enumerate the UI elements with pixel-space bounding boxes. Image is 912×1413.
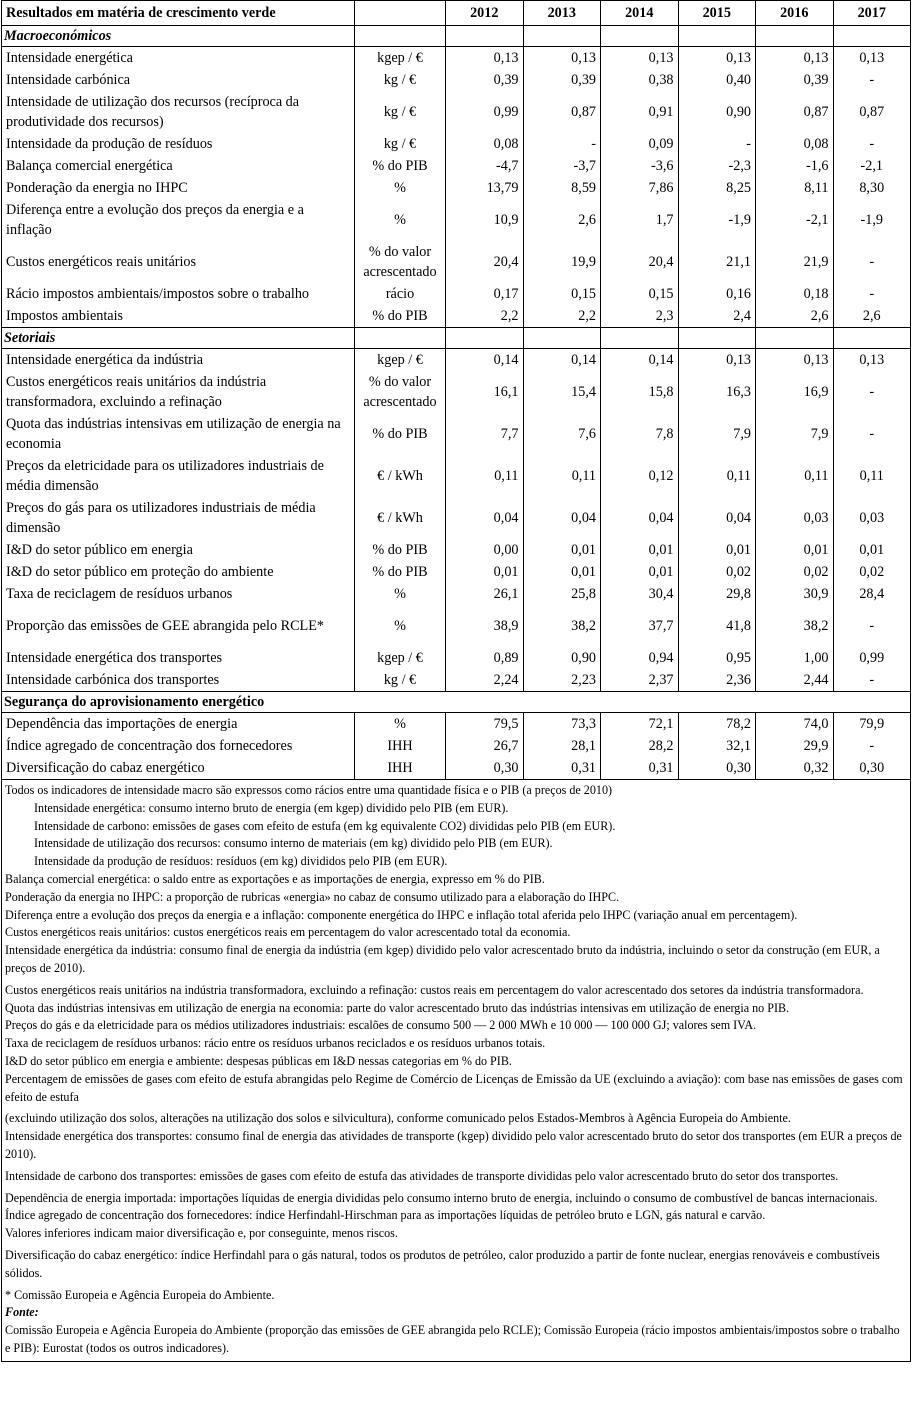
indicator-value: 13,79 <box>446 177 524 199</box>
indicator-value: 73,3 <box>523 713 601 736</box>
footnote: Ponderação da energia no IHPC: a proporção de rubricas «energia» no cabaz de consumo utilizado para a elaboração do IHPC. <box>5 889 620 904</box>
unit-header <box>355 1 446 26</box>
indicator-value: 29,9 <box>756 735 834 757</box>
indicator-unit: % do PIB <box>355 155 446 177</box>
section-value-cell <box>756 328 834 349</box>
year-header: 2017 <box>833 1 911 26</box>
section-value-cell <box>523 26 601 47</box>
footnote: Dependência de energia importada: importações líquidas de energia divididas pelo consumo interno bruto de energia, incluindo o consumo de combustível de bancas internacionais. <box>5 1190 878 1205</box>
table-row <box>2 583 911 605</box>
indicator-label: Rácio impostos ambientais/impostos sobre o trabalho <box>2 283 355 305</box>
indicator-value: 0,11 <box>678 455 756 497</box>
year-header: 2013 <box>523 1 601 26</box>
indicator-label: Preços da eletricidade para os utilizadores industriais de média dimensão <box>2 455 355 497</box>
indicator-value: 38,2 <box>756 605 834 647</box>
indicator-label: Proporção das emissões de GEE abrangida pelo RCLE* <box>2 605 355 647</box>
indicator-value: 0,11 <box>756 455 834 497</box>
footnote: (excluindo utilização dos solos, alterações na utilização dos solos e silvicultura), conforme comunicado pelos Estados-Membros à Agência Europeia do Ambiente. <box>5 1111 791 1126</box>
indicator-unit: % do valor acrescentado <box>355 241 446 283</box>
indicator-value: 7,8 <box>601 413 679 455</box>
indicator-value: 2,6 <box>833 305 911 328</box>
table-row <box>2 413 911 455</box>
section-unit-cell <box>355 328 446 349</box>
indicator-value: 2,6 <box>523 199 601 241</box>
footnote: Intensidade energética da indústria: consumo final de energia da indústria (em kgep) dividido pelo valor acrescentado bruto da indústria, incluindo o setor da construção (em EUR, a preços de 2010). <box>5 943 880 975</box>
indicator-value: 16,1 <box>446 371 524 413</box>
indicator-value: 15,4 <box>523 371 601 413</box>
indicator-unit: kg / € <box>355 133 446 155</box>
indicator-value: 0,02 <box>678 561 756 583</box>
indicator-value: 38,2 <box>523 605 601 647</box>
indicator-value: 0,04 <box>601 497 679 539</box>
indicator-value: - <box>678 133 756 155</box>
indicator-value: 0,32 <box>756 757 834 780</box>
indicator-value: - <box>833 133 911 155</box>
table-row <box>2 283 911 305</box>
indicator-value: 0,01 <box>601 561 679 583</box>
indicator-label: Ponderação da energia no IHPC <box>2 177 355 199</box>
indicator-value: 1,00 <box>756 647 834 669</box>
table-row <box>2 713 911 736</box>
source-label: Fonte: <box>5 1305 39 1320</box>
indicator-unit: kg / € <box>355 669 446 692</box>
indicator-value: 2,23 <box>523 669 601 692</box>
indicator-value: 8,30 <box>833 177 911 199</box>
indicator-value: - <box>833 69 911 91</box>
table-row <box>2 155 911 177</box>
indicator-value: 7,6 <box>523 413 601 455</box>
indicator-unit: kg / € <box>355 91 446 133</box>
indicator-label: Quota das indústrias intensivas em utilização de energia na economia <box>2 413 355 455</box>
indicator-unit: % <box>355 713 446 736</box>
indicator-value: -2,1 <box>833 155 911 177</box>
indicator-value: 30,9 <box>756 583 834 605</box>
table-row <box>2 305 911 328</box>
indicator-value: - <box>833 413 911 455</box>
indicator-value: 7,9 <box>756 413 834 455</box>
green-growth-document <box>1 0 911 1362</box>
indicator-value: - <box>833 605 911 647</box>
table-row <box>2 455 911 497</box>
indicator-value: 0,38 <box>601 69 679 91</box>
indicator-value: 0,09 <box>601 133 679 155</box>
indicator-unit: kgep / € <box>355 349 446 372</box>
section-title: Macroeconómicos <box>2 26 355 47</box>
indicator-value: 0,87 <box>833 91 911 133</box>
indicator-value: 29,8 <box>678 583 756 605</box>
year-header: 2016 <box>756 1 834 26</box>
source-text: Comissão Europeia e Agência Europeia do Ambiente (proporção das emissões de GEE abrangida pelo RCLE); Comissão Europeia (rácio impostos ambientais/impostos sobre o trabalho e PIB): Eurostat (todos os outros indicadores). <box>5 1323 900 1355</box>
indicator-value: 0,13 <box>678 47 756 70</box>
indicator-value: 0,13 <box>756 349 834 372</box>
indicator-value: 0,99 <box>833 647 911 669</box>
indicator-label: Taxa de reciclagem de resíduos urbanos <box>2 583 355 605</box>
indicator-value: 28,4 <box>833 583 911 605</box>
footnote: Custos energéticos reais unitários: custos energéticos reais em percentagem do valor acrescentado total da economia. <box>5 925 571 940</box>
footnote: Percentagem de emissões de gases com efeito de estufa abrangidas pelo Regime de Comércio de Licenças de Emissão da UE (excluindo a aviação): com base nas emissões de gases com efeito de estufa <box>5 1071 903 1104</box>
indicator-value: 0,03 <box>833 497 911 539</box>
indicator-unit: IHH <box>355 735 446 757</box>
indicator-value: 0,94 <box>601 647 679 669</box>
indicator-value: - <box>523 133 601 155</box>
indicator-label: I&D do setor público em proteção do ambiente <box>2 561 355 583</box>
indicator-value: 10,9 <box>446 199 524 241</box>
indicator-label: Custos energéticos reais unitários da indústria transformadora, excluindo a refinação <box>2 371 355 413</box>
indicator-value: 2,44 <box>756 669 834 692</box>
indicator-label: Custos energéticos reais unitários <box>2 241 355 283</box>
footnote: Preços do gás e da eletricidade para os médios utilizadores industriais: escalões de consumo 500 — 2 000 MWh e 10 000 — 100 000 GJ; valores sem IVA. <box>5 1018 757 1033</box>
indicator-value: 0,90 <box>678 91 756 133</box>
table-row <box>2 757 911 780</box>
section-header-row <box>2 26 911 47</box>
section-value-cell <box>678 26 756 47</box>
indicator-value: 0,08 <box>756 133 834 155</box>
footnote: Intensidade da produção de resíduos: resíduos (em kg) divididos pelo PIB (em EUR). <box>34 854 448 869</box>
indicator-unit: % do PIB <box>355 561 446 583</box>
indicator-value: 2,4 <box>678 305 756 328</box>
footnote: Intensidade de utilização dos recursos: consumo interno de materiais (em kg) dividido pelo PIB (em EUR). <box>34 836 553 851</box>
section-value-cell <box>601 328 679 349</box>
indicator-value: - <box>833 371 911 413</box>
indicator-unit: kg / € <box>355 69 446 91</box>
indicator-value: 0,14 <box>601 349 679 372</box>
table-row <box>2 349 911 372</box>
indicator-value: 1,7 <box>601 199 679 241</box>
indicator-value: 72,1 <box>601 713 679 736</box>
footnote: * Comissão Europeia e Agência Europeia do Ambiente. <box>5 1287 275 1302</box>
table-row <box>2 669 911 692</box>
indicator-value: 0,39 <box>756 69 834 91</box>
indicator-value: 78,2 <box>678 713 756 736</box>
indicator-value: 32,1 <box>678 735 756 757</box>
indicator-label: Intensidade carbónica dos transportes <box>2 669 355 692</box>
indicator-label: Intensidade da produção de resíduos <box>2 133 355 155</box>
table-row <box>2 133 911 155</box>
notes-section <box>1 780 911 1362</box>
indicator-value: 0,87 <box>523 91 601 133</box>
footnote: Diversificação do cabaz energético: índice Herfindahl para o gás natural, todos os produtos de petróleo, calor produzido a partir de fonte nuclear, energias renováveis e combustíveis sólidos. <box>5 1247 880 1280</box>
footnote: Intensidade energética: consumo interno bruto de energia (em kgep) dividido pelo PIB (em EUR). <box>34 800 509 815</box>
indicator-value: 0,00 <box>446 539 524 561</box>
section-value-cell <box>523 328 601 349</box>
indicator-value: 0,31 <box>523 757 601 780</box>
indicator-value: 2,2 <box>523 305 601 328</box>
indicator-unit: rácio <box>355 283 446 305</box>
indicator-value: 20,4 <box>601 241 679 283</box>
indicator-label: Intensidade energética dos transportes <box>2 647 355 669</box>
section-value-cell <box>601 26 679 47</box>
indicator-unit: % <box>355 605 446 647</box>
indicator-unit: % do PIB <box>355 305 446 328</box>
footnote: Intensidade de carbono: emissões de gases com efeito de estufa (em kg equivalente CO2) divididas pelo PIB (em EUR). <box>34 818 616 833</box>
indicator-value: 26,1 <box>446 583 524 605</box>
indicator-value: 0,01 <box>833 539 911 561</box>
indicator-value: -1,6 <box>756 155 834 177</box>
indicator-value: 0,13 <box>756 47 834 70</box>
indicator-label: I&D do setor público em energia <box>2 539 355 561</box>
indicator-value: -4,7 <box>446 155 524 177</box>
indicator-value: 79,5 <box>446 713 524 736</box>
indicator-value: -3,7 <box>523 155 601 177</box>
indicator-value: 0,91 <box>601 91 679 133</box>
indicator-label: Diferença entre a evolução dos preços da energia e a inflação <box>2 199 355 241</box>
indicator-value: 0,18 <box>756 283 834 305</box>
table-row <box>2 561 911 583</box>
table-row <box>2 47 911 70</box>
section-value-cell <box>833 328 911 349</box>
section-header-row <box>2 328 911 349</box>
table-title: Resultados em matéria de crescimento verde <box>2 1 355 26</box>
indicator-value: 0,01 <box>756 539 834 561</box>
indicator-value: 0,11 <box>523 455 601 497</box>
indicator-value: 0,01 <box>601 539 679 561</box>
footnote: Quota das indústrias intensivas em utilização de energia na economia: parte do valor acrescentado bruto das indústrias intensivas em utilização de energia no PIB. <box>5 1000 790 1015</box>
indicator-value: 79,9 <box>833 713 911 736</box>
indicator-value: 0,39 <box>523 69 601 91</box>
indicator-value: -3,6 <box>601 155 679 177</box>
table-row <box>2 69 911 91</box>
year-header: 2014 <box>601 1 679 26</box>
indicator-value: 0,87 <box>756 91 834 133</box>
indicator-value: 0,15 <box>601 283 679 305</box>
indicator-unit: % do valor acrescentado <box>355 371 446 413</box>
indicator-value: 0,02 <box>756 561 834 583</box>
indicator-value: 0,04 <box>523 497 601 539</box>
indicator-value: 19,9 <box>523 241 601 283</box>
indicator-unit: € / kWh <box>355 455 446 497</box>
indicator-value: 0,13 <box>601 47 679 70</box>
indicator-value: 21,9 <box>756 241 834 283</box>
section-header-row <box>2 692 911 713</box>
footnote: Intensidade de carbono dos transportes: emissões de gases com efeito de estufa das atividades de transporte divididas pelo valor acrescentado bruto do setor dos transportes. <box>5 1168 839 1183</box>
indicator-value: 0,99 <box>446 91 524 133</box>
indicator-label: Índice agregado de concentração dos fornecedores <box>2 735 355 757</box>
indicator-value: 0,30 <box>446 757 524 780</box>
indicator-value: 16,3 <box>678 371 756 413</box>
indicator-value: 0,11 <box>446 455 524 497</box>
table-row <box>2 199 911 241</box>
indicator-value: 0,01 <box>678 539 756 561</box>
indicator-unit: % do PIB <box>355 413 446 455</box>
indicator-value: 41,8 <box>678 605 756 647</box>
indicator-value: 8,11 <box>756 177 834 199</box>
footnote: Diferença entre a evolução dos preços da energia e a inflação: componente energética do IHPC e inflação total aferida pelo IHPC (variação anual em percentagem). <box>5 907 798 922</box>
year-header: 2012 <box>446 1 524 26</box>
section-value-cell <box>446 328 524 349</box>
section-value-cell <box>446 26 524 47</box>
indicator-value: 0,14 <box>523 349 601 372</box>
indicator-unit: % <box>355 199 446 241</box>
section-value-cell <box>833 26 911 47</box>
indicator-value: 0,13 <box>833 47 911 70</box>
indicator-value: 2,37 <box>601 669 679 692</box>
indicator-value: 0,08 <box>446 133 524 155</box>
indicator-value: -1,9 <box>833 199 911 241</box>
footnote: Intensidade energética dos transportes: consumo final de energia das atividades de transporte (kgep) dividido pelo valor acrescentado bruto do setor dos transportes (em EUR a preços de 2010). <box>5 1129 902 1161</box>
indicator-value: 20,4 <box>446 241 524 283</box>
indicator-value: 7,7 <box>446 413 524 455</box>
indicator-value: 0,15 <box>523 283 601 305</box>
table-row <box>2 371 911 413</box>
indicator-value: 0,01 <box>446 561 524 583</box>
indicator-label: Intensidade energética da indústria <box>2 349 355 372</box>
footnote: Todos os indicadores de intensidade macro são expressos como rácios entre uma quantidade física e o PIB (a preços de 2010) <box>5 783 613 797</box>
section-value-cell <box>756 26 834 47</box>
table-row <box>2 539 911 561</box>
table-row <box>2 735 911 757</box>
indicator-label: Intensidade de utilização dos recursos (recíproca da produtividade dos recursos) <box>2 91 355 133</box>
indicator-unit: € / kWh <box>355 497 446 539</box>
indicator-value: 28,2 <box>601 735 679 757</box>
indicator-value: 0,30 <box>678 757 756 780</box>
indicator-unit: % <box>355 583 446 605</box>
indicator-value: -2,3 <box>678 155 756 177</box>
indicator-unit: kgep / € <box>355 47 446 70</box>
indicator-value: 0,90 <box>523 647 601 669</box>
indicator-label: Balança comercial energética <box>2 155 355 177</box>
indicator-value: 0,89 <box>446 647 524 669</box>
table-body <box>2 1 911 780</box>
footnote: Balança comercial energética: o saldo entre as exportações e as importações de energia, expresso em % do PIB. <box>5 871 545 886</box>
section-unit-cell <box>355 26 446 47</box>
indicator-value: 38,9 <box>446 605 524 647</box>
footnote: Taxa de reciclagem de resíduos urbanos: rácio entre os resíduos urbanos reciclados e os resíduos urbanos totais. <box>5 1036 546 1051</box>
indicator-value: 0,17 <box>446 283 524 305</box>
table-row <box>2 647 911 669</box>
indicator-unit: % do PIB <box>355 539 446 561</box>
indicator-value: 2,3 <box>601 305 679 328</box>
table-row <box>2 91 911 133</box>
green-growth-table <box>1 0 911 780</box>
indicator-value: 2,6 <box>756 305 834 328</box>
footnote: Custos energéticos reais unitários na indústria transformadora, excluindo a refinação: custos reais em percentagem do valor acrescentado dos setores da indústria transformadora. <box>5 982 864 997</box>
indicator-value: 0,31 <box>601 757 679 780</box>
indicator-value: - <box>833 669 911 692</box>
section-title: Setoriais <box>2 328 355 349</box>
indicator-value: 28,1 <box>523 735 601 757</box>
indicator-value: 25,8 <box>523 583 601 605</box>
indicator-value: 0,13 <box>523 47 601 70</box>
footnote: Índice agregado de concentração dos fornecedores: índice Herfindahl-Hirschman para as importações líquidas de petróleo bruto e LGN, gás natural e carvão. <box>5 1208 766 1223</box>
indicator-label: Preços do gás para os utilizadores industriais de média dimensão <box>2 497 355 539</box>
indicator-value: - <box>833 241 911 283</box>
table-header-row <box>2 1 911 26</box>
indicator-value: 2,24 <box>446 669 524 692</box>
indicator-unit: kgep / € <box>355 647 446 669</box>
indicator-value: - <box>833 283 911 305</box>
indicator-value: 0,30 <box>833 757 911 780</box>
year-header: 2015 <box>678 1 756 26</box>
indicator-label: Intensidade energética <box>2 47 355 70</box>
indicator-value: 16,9 <box>756 371 834 413</box>
indicator-value: 0,13 <box>446 47 524 70</box>
indicator-value: 0,01 <box>523 539 601 561</box>
indicator-unit: IHH <box>355 757 446 780</box>
indicator-value: - <box>833 735 911 757</box>
indicator-value: 7,9 <box>678 413 756 455</box>
indicator-value: 0,03 <box>756 497 834 539</box>
indicator-value: 0,40 <box>678 69 756 91</box>
indicator-value: -1,9 <box>678 199 756 241</box>
indicator-value: 0,02 <box>833 561 911 583</box>
indicator-label: Intensidade carbónica <box>2 69 355 91</box>
indicator-value: -2,1 <box>756 199 834 241</box>
indicator-value: 0,16 <box>678 283 756 305</box>
indicator-value: 8,59 <box>523 177 601 199</box>
indicator-value: 30,4 <box>601 583 679 605</box>
indicator-value: 0,13 <box>678 349 756 372</box>
section-value-cell <box>678 328 756 349</box>
indicator-label: Impostos ambientais <box>2 305 355 328</box>
table-row <box>2 241 911 283</box>
indicator-value: 7,86 <box>601 177 679 199</box>
indicator-value: 0,14 <box>446 349 524 372</box>
indicator-value: 74,0 <box>756 713 834 736</box>
indicator-value: 21,1 <box>678 241 756 283</box>
table-row <box>2 177 911 199</box>
indicator-value: 0,01 <box>523 561 601 583</box>
indicator-value: 0,95 <box>678 647 756 669</box>
indicator-value: 0,13 <box>833 349 911 372</box>
indicator-value: 2,2 <box>446 305 524 328</box>
indicator-value: 0,11 <box>833 455 911 497</box>
footnote: I&D do setor público em energia e ambiente: despesas públicas em I&D nessas categorias em % do PIB. <box>5 1053 512 1068</box>
indicator-value: 8,25 <box>678 177 756 199</box>
footnote: Valores inferiores indicam maior diversificação e, por conseguinte, menos riscos. <box>5 1226 398 1241</box>
indicator-label: Dependência das importações de energia <box>2 713 355 736</box>
indicator-unit: % <box>355 177 446 199</box>
indicator-value: 26,7 <box>446 735 524 757</box>
indicator-value: 37,7 <box>601 605 679 647</box>
section-title: Segurança do aprovisionamento energético <box>2 692 911 713</box>
indicator-value: 0,39 <box>446 69 524 91</box>
indicator-value: 0,12 <box>601 455 679 497</box>
indicator-value: 15,8 <box>601 371 679 413</box>
table-row <box>2 497 911 539</box>
indicator-value: 0,04 <box>446 497 524 539</box>
indicator-value: 0,04 <box>678 497 756 539</box>
table-row <box>2 605 911 647</box>
indicator-value: 2,36 <box>678 669 756 692</box>
indicator-label: Diversificação do cabaz energético <box>2 757 355 780</box>
